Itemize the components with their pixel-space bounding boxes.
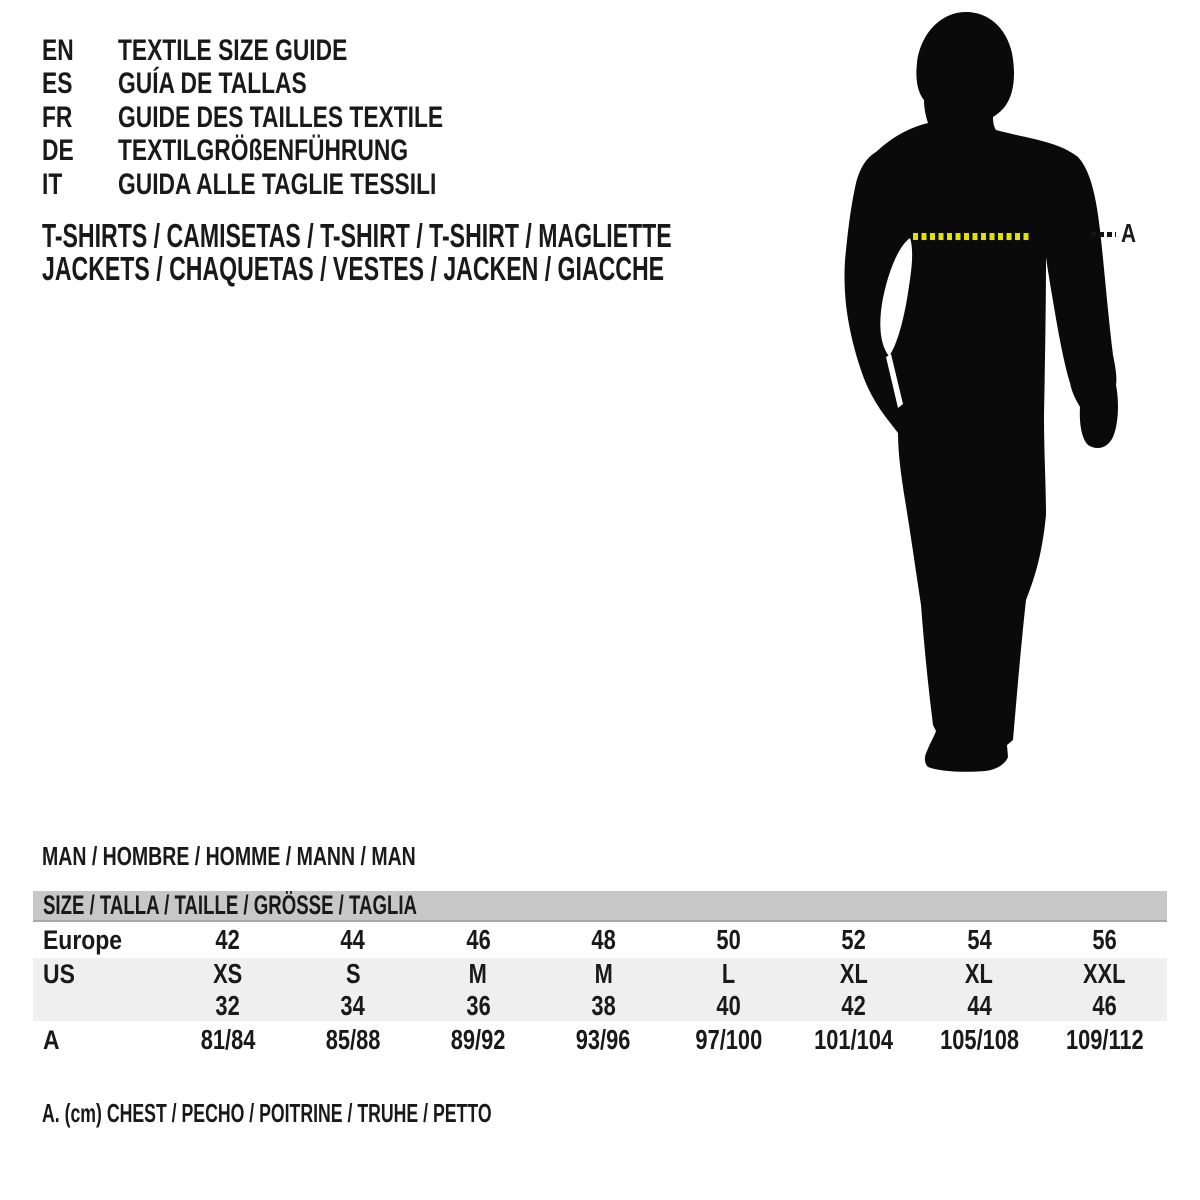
size-cell: 56	[1092, 924, 1117, 955]
size-cell: 42	[841, 990, 867, 1021]
language-row	[42, 68, 546, 102]
size-cell: XXL	[1083, 958, 1126, 989]
language-title-block	[42, 34, 546, 202]
chest-measurement-line	[913, 233, 1032, 240]
size-table-header-label: SIZE / TALLA / TAILLE / GRÖSSE / TAGLIA	[43, 890, 417, 920]
gender-section-title: MAN / HOMBRE / HOMME / MANN / MAN	[42, 841, 416, 871]
size-cell: 85/88	[325, 1024, 381, 1055]
row-label: A	[43, 1024, 60, 1055]
language-row	[42, 168, 546, 202]
row-label: Europe	[43, 924, 123, 955]
size-cell: 105/108	[939, 1024, 1019, 1055]
size-cell: 54	[966, 924, 992, 955]
size-cell: 42	[215, 924, 240, 955]
language-name: GUIDE DES TAILLES TEXTILE	[118, 100, 444, 134]
language-code: ES	[42, 67, 73, 101]
size-cell: S	[345, 958, 361, 989]
size-row-chest	[33, 1021, 1167, 1059]
measurement-footnote: A. (cm) CHEST / PECHO / POITRINE / TRUHE / PETTO	[42, 1098, 492, 1128]
size-cell: 46	[1092, 990, 1117, 1021]
size-cell: L	[721, 958, 736, 989]
size-table-header	[33, 891, 1167, 922]
size-cell: 81/84	[200, 1024, 255, 1055]
language-name: TEXTILGRÖßENFÜHRUNG	[118, 134, 409, 168]
size-cell: XL	[839, 958, 868, 989]
language-code: FR	[42, 100, 73, 134]
size-cell: 34	[340, 990, 366, 1021]
size-row-europe	[33, 922, 1167, 958]
measure-label-a: A	[1121, 218, 1137, 248]
size-cell: 109/112	[1065, 1024, 1144, 1055]
language-code: IT	[42, 167, 63, 201]
size-cell: 89/92	[450, 1024, 506, 1055]
size-cell: 52	[841, 924, 867, 955]
language-code: DE	[42, 134, 74, 168]
size-cell: 44	[966, 990, 992, 1021]
size-cell: 44	[340, 924, 366, 955]
language-name: GUÍA DE TALLAS	[118, 67, 307, 101]
row-label: US	[43, 958, 75, 989]
size-cell: 40	[716, 990, 741, 1021]
measure-callout-dashes	[1091, 232, 1116, 237]
language-name: TEXTILE SIZE GUIDE	[118, 33, 348, 67]
size-row-us	[33, 958, 1167, 990]
size-cell: 36	[465, 990, 491, 1021]
language-row	[42, 101, 546, 135]
size-cell: XS	[213, 958, 243, 989]
size-table	[33, 888, 1167, 1059]
language-row	[42, 34, 546, 68]
size-cell: 38	[591, 990, 616, 1021]
category-block	[42, 216, 942, 288]
size-cell: 46	[465, 924, 491, 955]
size-cell: 48	[591, 924, 616, 955]
size-row-numeric	[33, 990, 1167, 1021]
man-silhouette	[820, 5, 1140, 795]
size-cell: M	[469, 958, 488, 989]
language-code: EN	[42, 33, 74, 67]
size-cell: 97/100	[695, 1024, 763, 1055]
size-cell: XL	[965, 958, 994, 989]
size-cell: 50	[716, 924, 741, 955]
size-cell: 93/96	[576, 1024, 631, 1055]
language-row	[42, 135, 546, 169]
category-line-jackets: JACKETS / CHAQUETAS / VESTES / JACKEN / GIACCHE	[42, 250, 665, 288]
category-line-tshirts: T-SHIRTS / CAMISETAS / T-SHIRT / T-SHIRT / MAGLIETTE	[42, 216, 672, 254]
size-cell: 101/104	[814, 1024, 894, 1055]
size-cell: M	[594, 958, 613, 989]
language-name: GUIDA ALLE TAGLIE TESSILI	[118, 167, 437, 201]
size-cell: 32	[215, 990, 240, 1021]
